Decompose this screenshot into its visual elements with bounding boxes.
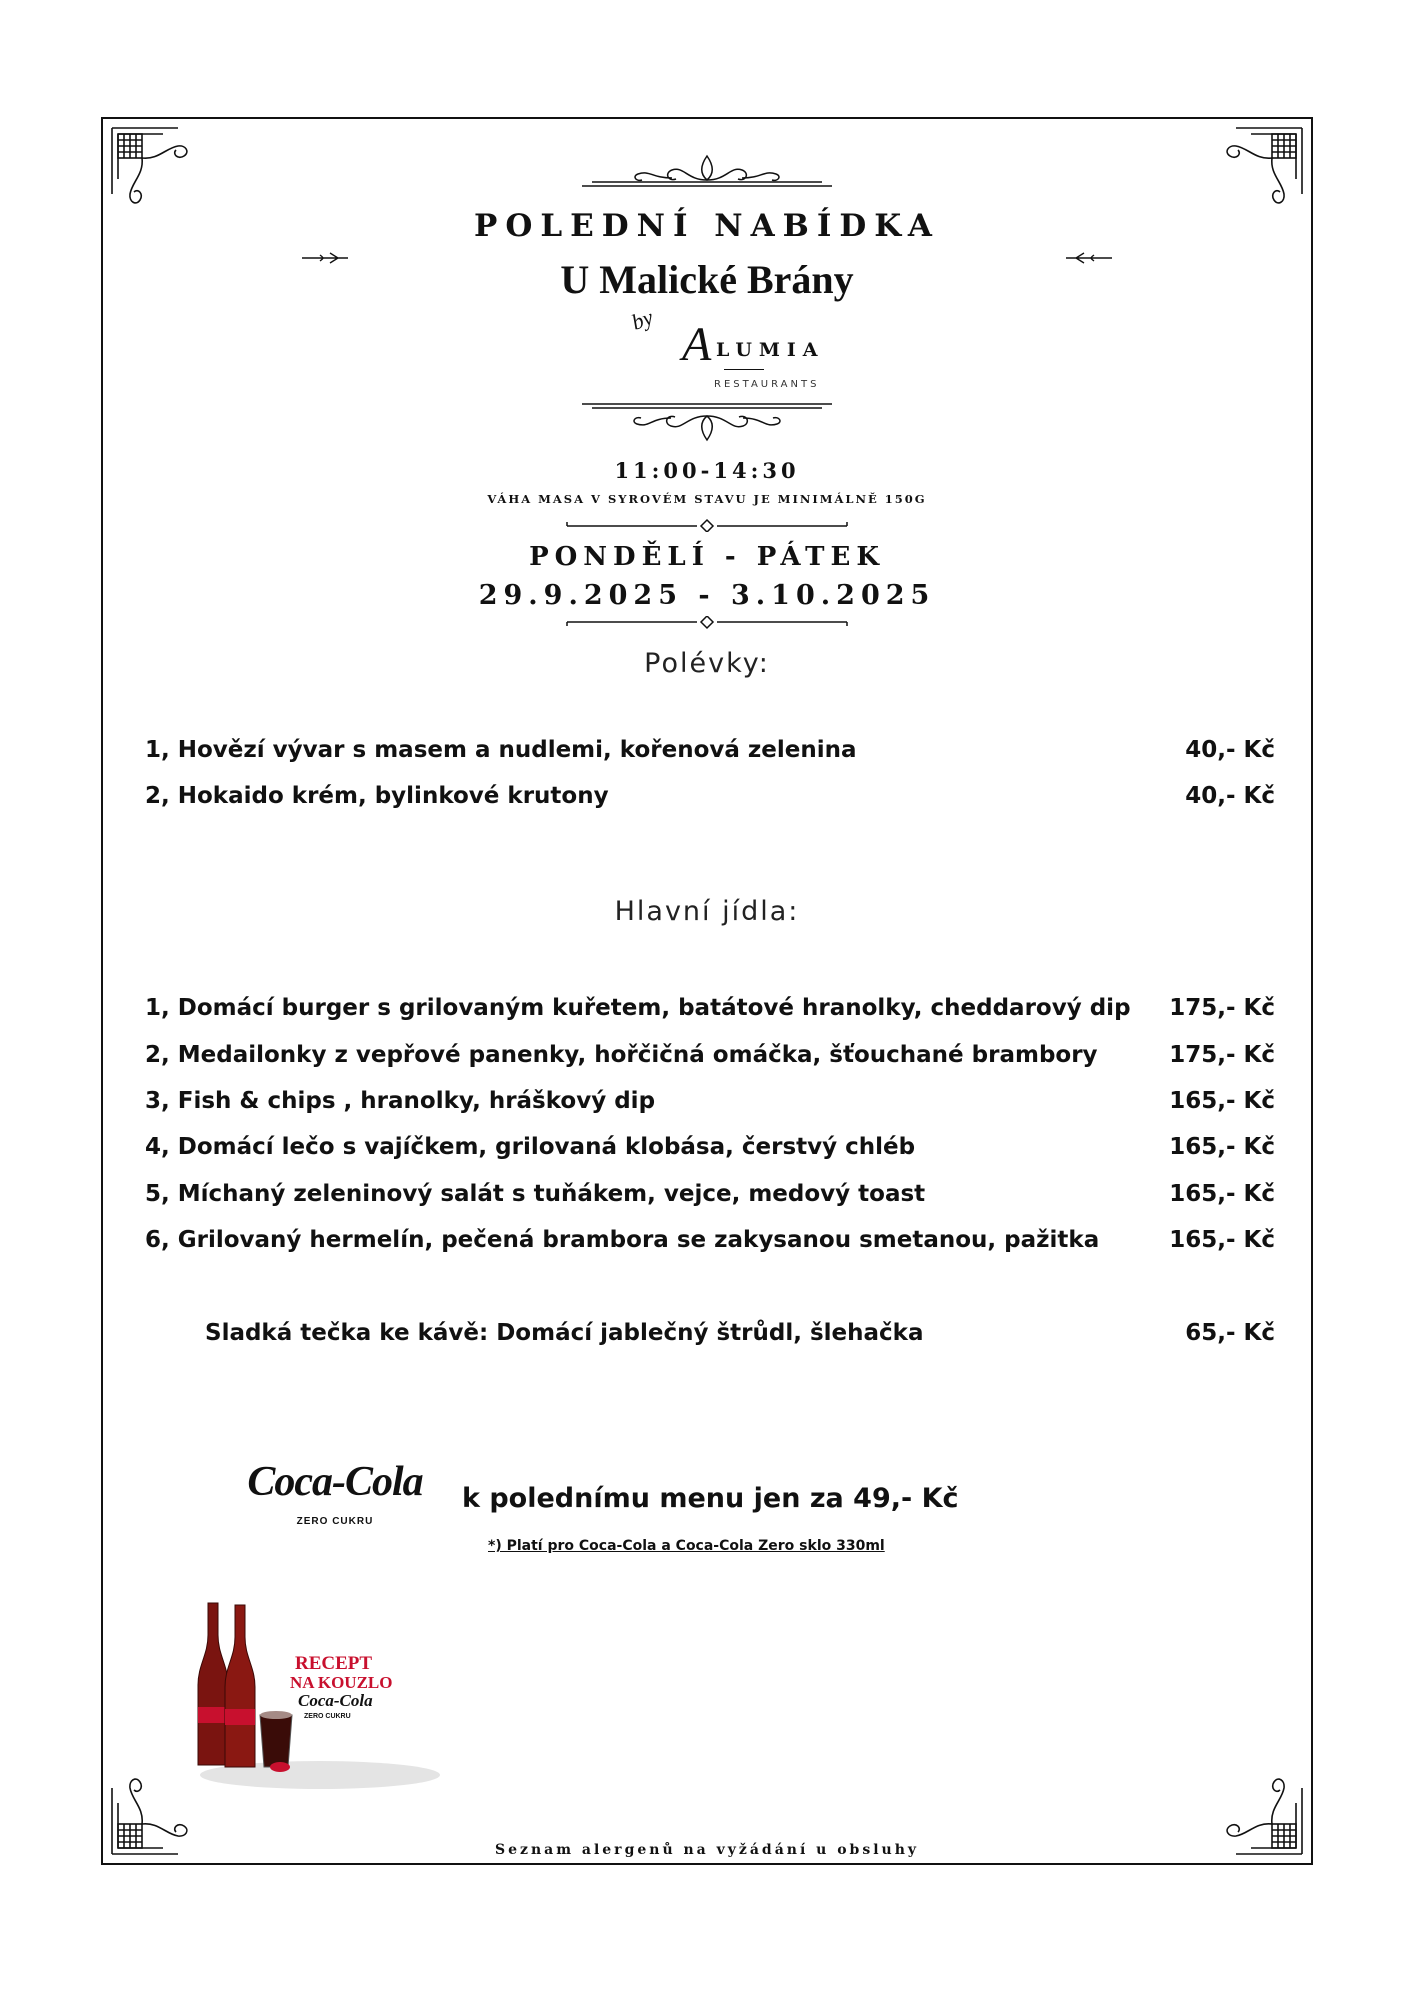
item-price: 165,- Kč [1169, 1134, 1275, 1160]
item-name: 1, Hovězí vývar s masem a nudlemi, kořenová zelenina [145, 737, 857, 763]
coca-cola-wordmark: Coca-Cola [247, 1459, 423, 1505]
item-name: 3, Fish & chips , hranolky, hráškový dip [145, 1088, 656, 1114]
valid-days: PONDĚLÍ - PÁTEK [529, 542, 885, 572]
logo-initial: A [682, 318, 712, 371]
badge-subtext: ZERO CUKRU [304, 1713, 351, 1720]
item-price: 40,- Kč [1185, 737, 1275, 763]
item-name: 4, Domácí lečo s vajíčkem, grilovaná klobása, čerstvý chléb [145, 1134, 916, 1160]
logo-name: LUMIA [716, 339, 825, 361]
restaurant-name: U Malické Brány [560, 257, 854, 302]
item-price: 40,- Kč [1185, 783, 1275, 809]
item-name: 1, Domácí burger s grilovaným kuřetem, batátové hranolky, cheddarový dip [145, 995, 1131, 1021]
soups-heading: Polévky: [644, 648, 770, 679]
item-price: 65,- Kč [1185, 1320, 1275, 1346]
item-name: 2, Hokaido krém, bylinkové krutony [145, 783, 609, 809]
promo-text: k polednímu menu jen za 49,- Kč [462, 1483, 959, 1514]
dessert-item [205, 1320, 1275, 1356]
menu-title: POLEDNÍ NABÍDKA [474, 208, 940, 244]
mains-heading: Hlavní jídla: [614, 896, 800, 927]
coca-cola-subtext: ZERO CUKRU [296, 1516, 374, 1527]
menu-item [145, 1088, 1275, 1124]
coca-cola-logo [245, 1458, 425, 1538]
bottom-flourish-ornament [577, 398, 837, 444]
badge-line-2: NA KOUZLO [290, 1673, 393, 1692]
divider-top [565, 518, 849, 532]
menu-item [145, 1042, 1275, 1078]
menu-item [145, 737, 1275, 773]
badge-logo: Coca-Cola [298, 1691, 373, 1710]
opening-hours: 11:00-14:30 [614, 458, 800, 483]
alumia-logo [620, 305, 850, 395]
promo-note: *) Platí pro Coca-Cola a Coca-Cola Zero sklo 330ml [488, 1538, 885, 1554]
item-price: 165,- Kč [1169, 1088, 1275, 1114]
logo-by: by [628, 304, 657, 335]
item-price: 175,- Kč [1169, 995, 1275, 1021]
valid-dates: 29.9.2025 - 3.10.2025 [478, 580, 936, 611]
divider-bottom [565, 616, 849, 630]
item-name: 2, Medailonky z vepřové panenky, hořčičná omáčka, šťouchané brambory [145, 1042, 1098, 1068]
item-price: 175,- Kč [1169, 1042, 1275, 1068]
top-flourish-ornament [572, 152, 842, 194]
item-name: Sladká tečka ke kávě: Domácí jablečný štrůdl, šlehačka [205, 1320, 924, 1346]
menu-item [145, 995, 1275, 1031]
meat-weight-note: VÁHA MASA V SYROVÉM STAVU JE MINIMÁLNĚ 150G [487, 492, 927, 506]
logo-subtitle: RESTAURANTS [714, 379, 820, 390]
logo-underline [724, 369, 764, 370]
item-name: 6, Grilovaný hermelín, pečená brambora se zakysanou smetanou, pažitka [145, 1227, 1100, 1253]
badge-line-1: RECEPT [295, 1653, 373, 1674]
allergen-footer: Seznam alergenů na vyžádání u obsluhy [494, 1842, 920, 1858]
item-price: 165,- Kč [1169, 1227, 1275, 1253]
item-price: 165,- Kč [1169, 1181, 1275, 1207]
menu-item [145, 1181, 1275, 1217]
item-name: 5, Míchaný zeleninový salát s tuňákem, vejce, medový toast [145, 1181, 926, 1207]
menu-item [145, 1134, 1275, 1170]
menu-item [145, 783, 1275, 819]
coca-cola-bottles-image [180, 1595, 440, 1795]
menu-item [145, 1227, 1275, 1263]
